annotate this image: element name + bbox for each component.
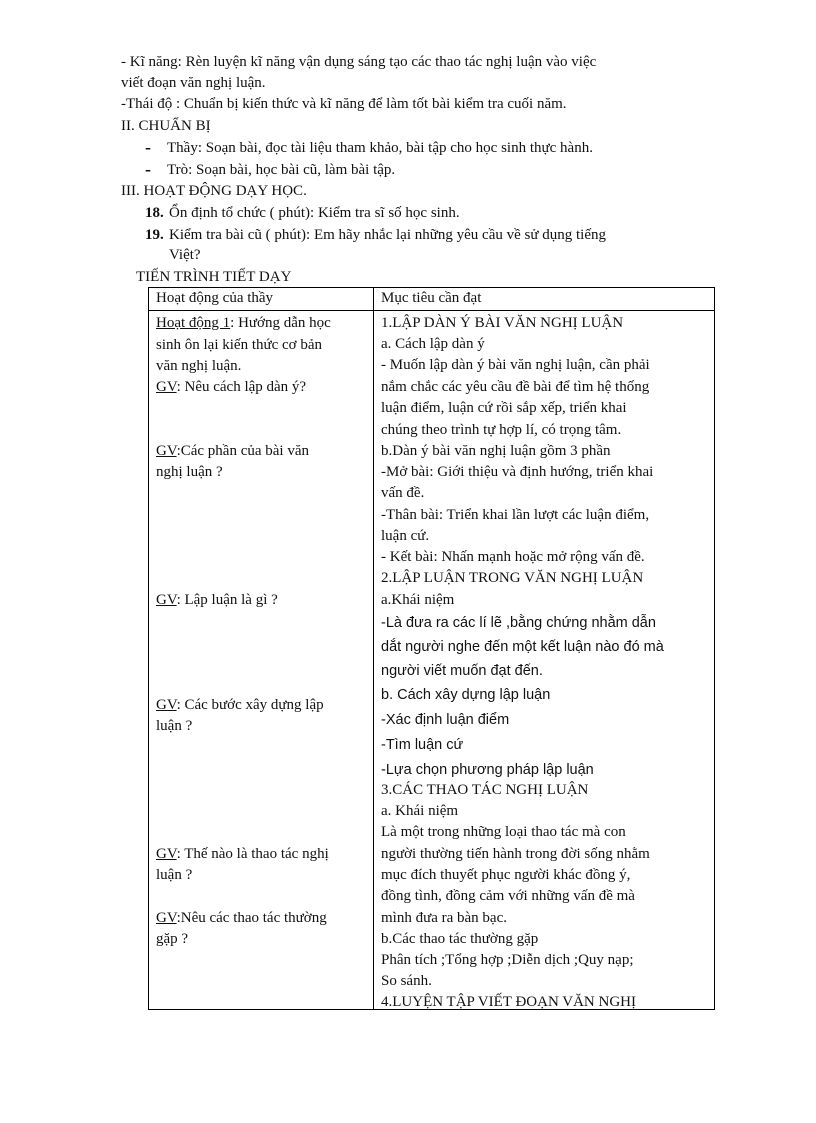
teacher-column	[156, 311, 373, 1009]
section-3b: b.Các thao tác thường gặp	[381, 930, 539, 947]
question-5: : Thế nào là thao tác nghị	[176, 845, 329, 862]
activity-1-line-3: văn nghị luận.	[156, 357, 242, 374]
item-18-text: Ổn định tổ chức ( phút): Kiểm tra sĩ số học sinh.	[169, 205, 460, 221]
lesson-table	[148, 287, 715, 1010]
item-18-number: 18.	[145, 205, 164, 221]
section-3b-line: Phân tích ;Tổng hợp ;Diễn dịch ;Quy nạp;	[381, 951, 634, 968]
question-4: : Các bước xây dựng lập	[176, 696, 324, 713]
dash-icon: -	[145, 137, 151, 157]
section-2b-line: -Lựa chọn phương pháp lập luận	[381, 761, 594, 778]
item-19-text-2: Việt?	[169, 247, 201, 263]
section-2b-line: -Xác định luận điểm	[381, 711, 510, 728]
prep-teacher: Thầy: Soạn bài, đọc tài liệu tham khảo, bài tập cho học sinh thực hành.	[167, 140, 593, 156]
section-1b-line: vấn đề.	[381, 484, 425, 501]
section-1a-line: chúng theo trình tự hợp lí, có trọng tâm.	[381, 421, 622, 438]
section-2b: b. Cách xây dựng lập luận	[381, 686, 551, 703]
section-2-title: 2.LẬP LUẬN TRONG VĂN NGHỊ LUẬN	[381, 569, 644, 586]
activities-heading: III. HOẠT ĐỘNG DẠY HỌC.	[121, 183, 307, 199]
section-2a: a.Khái niệm	[381, 591, 455, 608]
skill-line-1: - Kĩ năng: Rèn luyện kĩ năng vận dụng sáng tạo các thao tác nghị luận vào việc	[121, 54, 597, 70]
activity-1-label: Hoạt động 1	[156, 314, 231, 331]
progress-heading: TIẾN TRÌNH TIẾT DẠY	[136, 269, 292, 285]
gv-label: GV	[156, 378, 177, 395]
table-row	[149, 310, 715, 1009]
question-5-line-2: luận ?	[156, 866, 193, 883]
header-teacher: Hoạt động của thầy	[149, 288, 374, 311]
section-2a-line: người viết muốn đạt đến.	[381, 662, 543, 679]
goal-column	[381, 311, 714, 1009]
section-1b-line: - Kết bài: Nhấn mạnh hoặc mở rộng vấn đề.	[381, 548, 645, 565]
skill-line-2: viết đoạn văn nghị luận.	[121, 75, 266, 91]
section-1b-line: -Thân bài: Triển khai lần lượt các luận điểm,	[381, 506, 650, 523]
section-4-title: 4.LUYỆN TẬP VIẾT ĐOẠN VĂN NGHỊ	[381, 993, 636, 1010]
question-2-line-2: nghị luận ?	[156, 463, 223, 480]
question-3: : Lập luận là gì ?	[176, 591, 278, 608]
gv-label: GV	[156, 909, 177, 926]
section-3a: a. Khái niệm	[381, 802, 459, 819]
section-1b-line: luận cứ.	[381, 527, 430, 544]
question-4-line-2: luận ?	[156, 717, 193, 734]
attitude-line: -Thái độ : Chuẩn bị kiến thức và kĩ năng để làm tốt bài kiểm tra cuối năm.	[121, 96, 567, 112]
item-19-text-1: Kiểm tra bài cũ ( phút): Em hãy nhắc lại những yêu cầu về sử dụng tiếng	[169, 227, 606, 243]
section-1a: a. Cách lập dàn ý	[381, 335, 485, 352]
section-3a-line: mình đưa ra bàn bạc.	[381, 909, 507, 926]
question-6: :Nêu các thao tác thường	[176, 909, 327, 926]
dash-icon: -	[145, 159, 151, 179]
activity-1-text: : Hướng dẫn học	[230, 314, 331, 331]
section-3a-line: đồng tình, đồng cảm với những vấn đề mà	[381, 887, 635, 904]
gv-label: GV	[156, 591, 177, 608]
section-3-title: 3.CÁC THAO TÁC NGHỊ LUẬN	[381, 781, 589, 798]
header-goal: Mục tiêu cần đạt	[374, 288, 715, 311]
section-3a-line: người thường tiến hành trong đời sống nhằm	[381, 845, 650, 862]
gv-label: GV	[156, 442, 177, 459]
section-3a-line: mục đích thuyết phục người khác đồng ý,	[381, 866, 631, 883]
section-1a-line: - Muốn lập dàn ý bài văn nghị luận, cần phải	[381, 356, 650, 373]
activity-1-line-2: sinh ôn lại kiến thức cơ bản	[156, 336, 323, 353]
section-1b-line: -Mở bài: Giới thiệu và định hướng, triển khai	[381, 463, 654, 480]
prep-heading: II. CHUẨN BỊ	[121, 118, 211, 134]
table-header-row	[149, 288, 715, 311]
section-1-title: 1.LẬP DÀN Ý BÀI VĂN NGHỊ LUẬN	[381, 314, 624, 331]
section-1a-line: nắm chắc các yêu cầu đề bài để tìm hệ thống	[381, 378, 650, 395]
section-1a-line: luận điểm, luận cứ rồi sắp xếp, triển khai	[381, 399, 627, 416]
question-2: :Các phần của bài văn	[176, 442, 310, 459]
question-1: : Nêu cách lập dàn ý?	[176, 378, 307, 395]
section-2a-line: -Là đưa ra các lí lẽ ,bằng chứng nhằm dẫn	[381, 614, 656, 631]
item-19-number: 19.	[145, 227, 164, 243]
gv-label: GV	[156, 696, 177, 713]
section-1b: b.Dàn ý bài văn nghị luận gồm 3 phần	[381, 442, 611, 459]
section-2a-line: dắt người nghe đến một kết luận nào đó mà	[381, 638, 664, 655]
section-2b-line: -Tìm luận cứ	[381, 736, 464, 753]
section-3b-line: So sánh.	[381, 972, 432, 989]
prep-student: Trò: Soạn bài, học bài cũ, làm bài tập.	[167, 162, 396, 178]
question-6-line-2: gặp ?	[156, 930, 189, 947]
section-3a-line: Là một trong những loại thao tác mà con	[381, 823, 626, 840]
gv-label: GV	[156, 845, 177, 862]
